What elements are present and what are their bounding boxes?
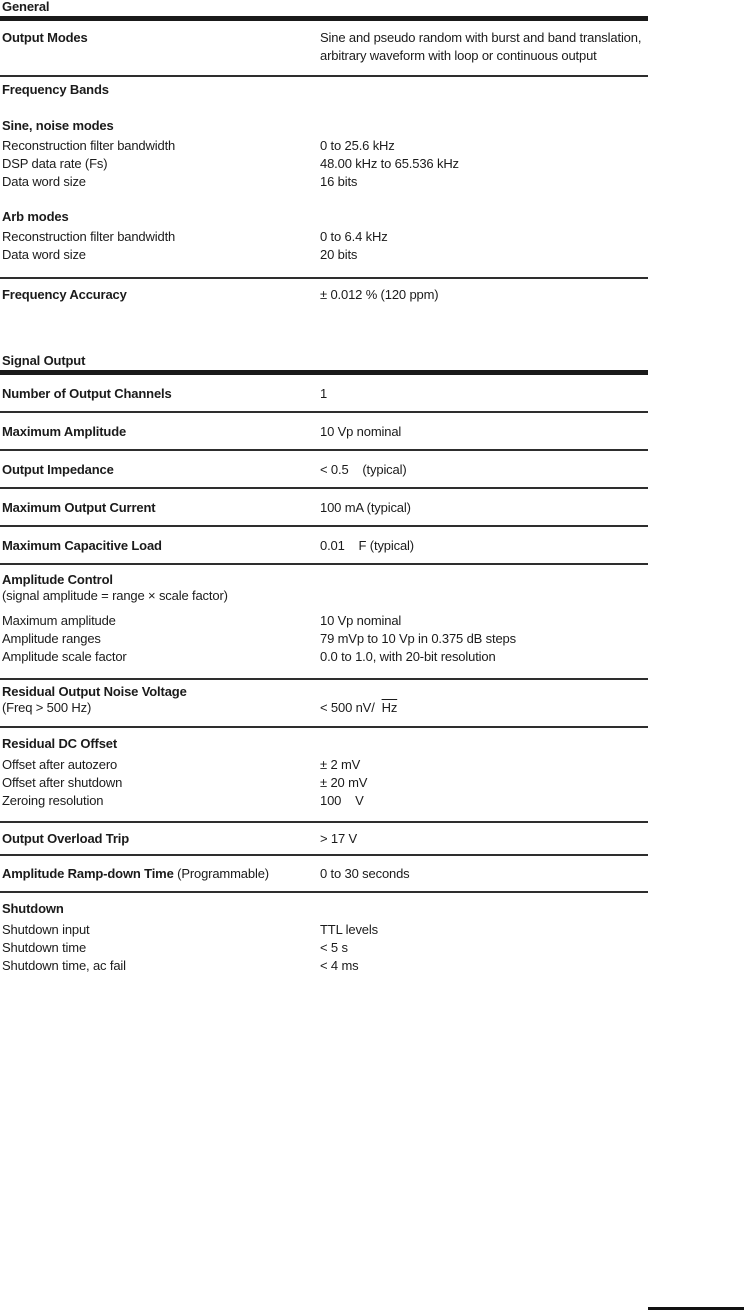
spec-value: 0 to 25.6 kHz <box>320 138 395 153</box>
spec-row <box>0 957 648 975</box>
spec-row <box>0 375 648 411</box>
noise-value-prefix: < 500 nV/ <box>320 700 382 715</box>
spec-value: 48.00 kHz to 65.536 kHz <box>320 156 459 171</box>
spec-row <box>0 413 648 449</box>
spec-value: ± 20 mV <box>320 775 368 790</box>
spec-row <box>0 451 648 487</box>
spec-label: Shutdown input <box>2 922 90 937</box>
spec-row <box>0 699 648 726</box>
spec-value: 10 Vp nominal <box>320 613 402 628</box>
spec-value: > 17 V <box>320 831 358 846</box>
section-heading-signal-output: Signal Output <box>2 353 86 368</box>
spec-value: 100 mA (typical) <box>320 500 411 515</box>
spec-label: (Freq > 500 Hz) <box>2 700 92 715</box>
spec-value: 1 <box>320 386 328 401</box>
spec-label: Frequency Accuracy <box>2 287 127 302</box>
spec-row-frequency-accuracy <box>0 279 648 304</box>
section-heading-general: General <box>2 0 50 14</box>
spec-value: ± 0.012 % (120 ppm) <box>320 287 439 302</box>
group-heading-shutdown: Shutdown <box>2 901 64 916</box>
spec-row <box>0 648 648 666</box>
spec-label: Output Impedance <box>2 462 114 477</box>
spec-row <box>0 173 648 191</box>
spec-value: < 4 ms <box>320 958 359 973</box>
spec-row <box>0 792 648 810</box>
spec-label-note: (Programmable) <box>173 866 269 881</box>
spec-label: Maximum amplitude <box>2 613 116 628</box>
spec-label: Maximum Output Current <box>2 500 156 515</box>
spec-value: 0.01 F (typical) <box>320 538 414 553</box>
spec-row <box>0 774 648 792</box>
spec-label: Amplitude scale factor <box>2 649 127 664</box>
spec-label: Amplitude ranges <box>2 631 101 646</box>
spec-row <box>0 939 648 957</box>
group-heading-amplitude-control: Amplitude Control <box>2 572 113 587</box>
spec-value: 0.0 to 1.0, with 20-bit resolution <box>320 649 496 664</box>
spec-label: Maximum Capacitive Load <box>2 538 162 553</box>
spec-row <box>0 489 648 525</box>
spec-row <box>0 527 648 563</box>
spec-label: Offset after autozero <box>2 757 118 772</box>
spec-label: Output Overload Trip <box>2 831 130 846</box>
group-heading-residual-dc-offset: Residual DC Offset <box>2 736 118 751</box>
spec-row <box>0 630 648 648</box>
spec-label: Output Modes <box>2 30 88 45</box>
spec-label-bold: Amplitude Ramp-down Time <box>2 866 174 881</box>
spec-value: 100 V <box>320 793 364 808</box>
spec-value: 10 Vp nominal <box>320 424 402 439</box>
spec-label: Reconstruction filter bandwidth <box>2 138 176 153</box>
spec-row <box>0 155 648 173</box>
spec-row <box>0 137 648 155</box>
spec-value: 16 bits <box>320 174 358 189</box>
spec-label: Shutdown time <box>2 940 87 955</box>
spec-value: < 0.5 (typical) <box>320 462 407 477</box>
spec-label: Number of Output Channels <box>2 386 172 401</box>
spec-value <box>320 699 648 717</box>
spec-label <box>0 865 320 883</box>
spec-row-ramp-down-time <box>0 856 648 891</box>
page-footer-rule <box>648 1307 744 1310</box>
subheading-arb-modes: Arb modes <box>2 209 69 224</box>
spec-row-output-overload-trip <box>0 823 648 854</box>
spec-label: Shutdown time, ac fail <box>2 958 126 973</box>
spec-value: TTL levels <box>320 922 378 937</box>
spec-value: 20 bits <box>320 247 358 262</box>
spec-label: Data word size <box>2 174 86 189</box>
spec-row <box>0 612 648 630</box>
spec-row <box>0 756 648 774</box>
section-heading-frequency-bands: Frequency Bands <box>2 82 109 97</box>
spec-value: 0 to 30 seconds <box>320 866 410 881</box>
spec-value: 0 to 6.4 kHz <box>320 229 388 244</box>
spec-label: Maximum Amplitude <box>2 424 127 439</box>
spec-row <box>0 246 648 264</box>
spec-label: Reconstruction filter bandwidth <box>2 229 176 244</box>
spec-row-output-modes <box>0 21 648 75</box>
spec-row <box>0 921 648 939</box>
group-subtitle: (signal amplitude = range × scale factor) <box>2 588 228 603</box>
spec-label: Data word size <box>2 247 86 262</box>
spec-row <box>0 228 648 246</box>
spec-label: Offset after shutdown <box>2 775 123 790</box>
spec-value: Sine and pseudo random with burst and band translation, arbitrary waveform with loop or continuous output <box>320 30 642 63</box>
spec-label: DSP data rate (Fs) <box>2 156 108 171</box>
subheading-sine-noise-modes: Sine, noise modes <box>2 118 114 133</box>
sqrt-hz-overline: $\overline{Hz}$ <box>381 700 398 715</box>
spec-value: ± 2 mV <box>320 757 361 772</box>
divider-thin <box>0 75 648 77</box>
spec-label: Zeroing resolution <box>2 793 104 808</box>
group-heading-residual-noise: Residual Output Noise Voltage <box>2 684 187 699</box>
spec-value: 79 mVp to 10 Vp in 0.375 dB steps <box>320 631 516 646</box>
spec-value: < 5 s <box>320 940 348 955</box>
